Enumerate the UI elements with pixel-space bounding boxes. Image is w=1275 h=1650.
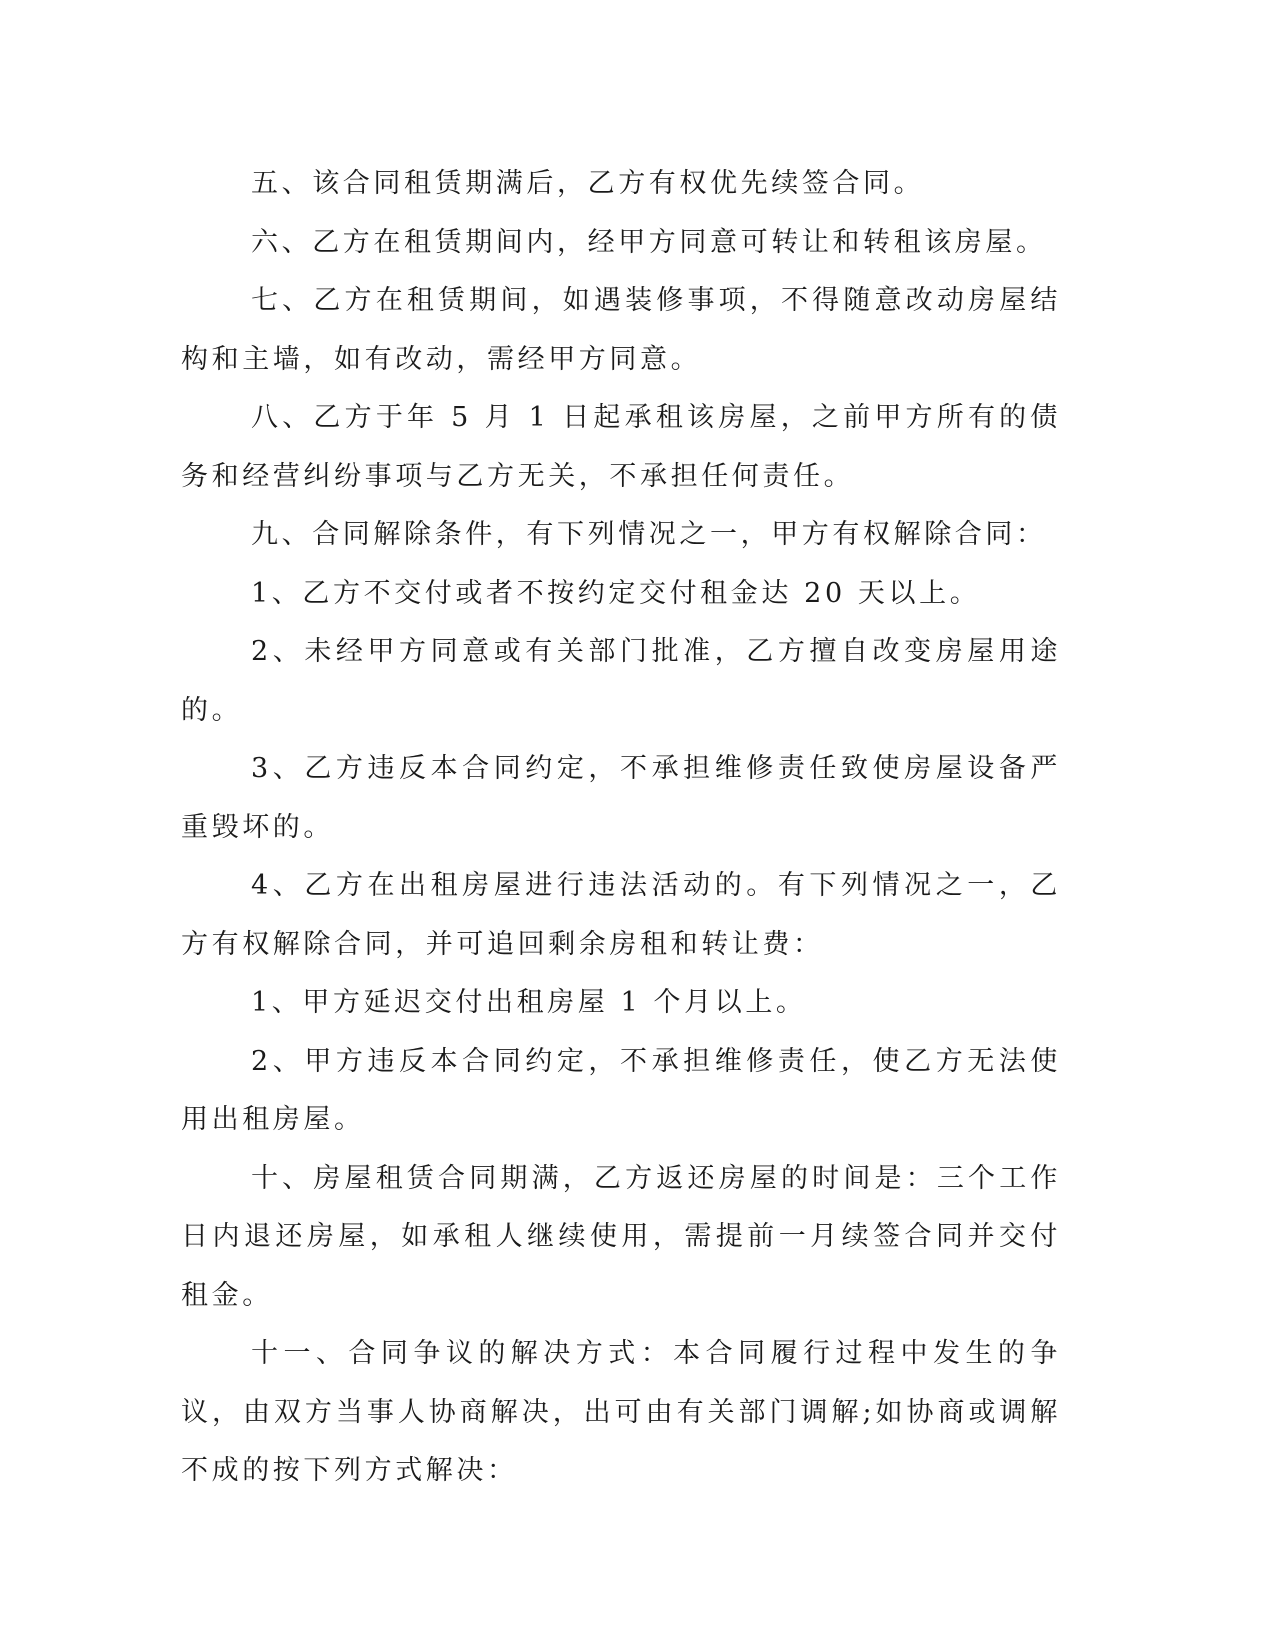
tenant-right-item-1: 1、甲方延迟交付出租房屋 1 个月以上。 [251, 987, 807, 1018]
clause-10: 十、房屋租赁合同期满，乙方返还房屋的时间是：三个工作日内退还房屋，如承租人继续使用，需提前一月续签合同并交付租金。 [181, 1162, 1061, 1311]
clause-9-item-2: 2、未经甲方同意或有关部门批准，乙方擅自改变房屋用途的。 [181, 636, 1061, 726]
document-body [181, 155, 1061, 1501]
clause-5: 五、该合同租赁期满后，乙方有权优先续签合同。 [251, 168, 925, 199]
clause-9-item-1: 1、乙方不交付或者不按约定交付租金达 20 天以上。 [251, 577, 981, 609]
clause-11: 十一、合同争议的解决方式：本合同履行过程中发生的争议，由双方当事人协商解决，出可由有关部门调解;如协商或调解不成的按下列方式解决： [181, 1338, 1061, 1486]
clause-7: 七、乙方在租赁期间，如遇装修事项，不得随意改动房屋结构和主墙，如有改动，需经甲方同意。 [181, 285, 1061, 375]
clause-9: 九、合同解除条件，有下列情况之一，甲方有权解除合同： [251, 519, 1047, 550]
clause-6: 六、乙方在租赁期间内，经甲方同意可转让和转租该房屋。 [251, 226, 1047, 258]
tenant-right-item-2: 2、甲方违反本合同约定，不承担维修责任，使乙方无法使用出租房屋。 [181, 1045, 1061, 1135]
clause-8: 八、乙方于年 5 月 1 日起承租该房屋，之前甲方所有的债务和经营纠纷事项与乙方无关，不承担任何责任。 [181, 402, 1061, 492]
clause-9-item-3: 3、乙方违反本合同约定，不承担维修责任致使房屋设备严重毁坏的。 [181, 753, 1061, 843]
clause-9-item-4: 4、乙方在出租房屋进行违法活动的。有下列情况之一，乙方有权解除合同，并可追回剩余房租和转让费： [181, 870, 1061, 960]
